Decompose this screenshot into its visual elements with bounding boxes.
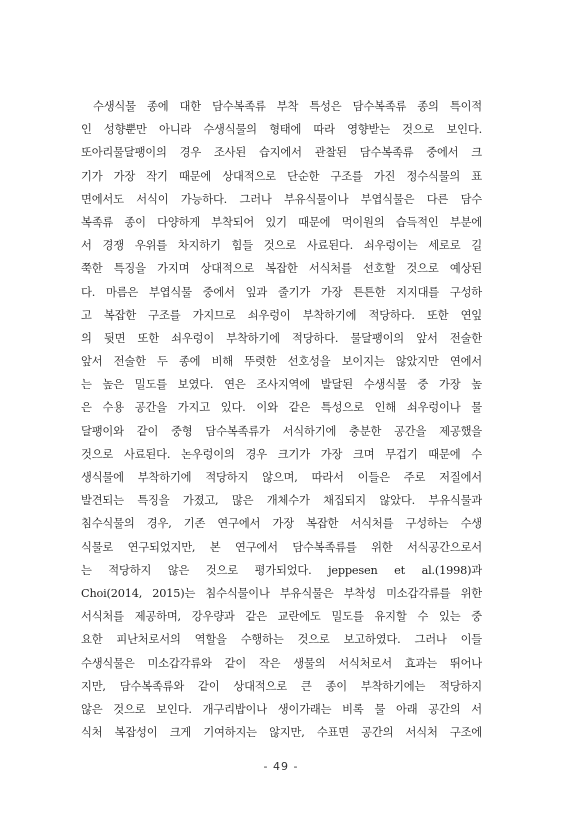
paragraph-line: 식물로 연구되었지만, 본 연구에서 담수복족류를 위한 서식공간으로서 [81, 540, 482, 554]
paragraph-line: 서 경쟁 우위를 차지하기 힘들 것으로 사료된다. 쇠우렁이는 세로로 길 [81, 239, 482, 253]
paragraph-line: 지만, 담수복족류와 같이 상대적으로 큰 종이 부착하기에는 적당하지 [81, 679, 482, 693]
paragraph-line: 생식물에 부착하기에 적당하지 않으며, 따라서 이들은 주로 저질에서 [81, 471, 482, 484]
paragraph-line: 또아리물달팽이의 경우 조사된 습지에서 관찰된 담수복족류 중에서 크 [81, 146, 482, 160]
paragraph-line: 은 수용 공간을 가지고 있다. 이와 같은 특성으로 인해 쇠우렁이나 물 [81, 401, 482, 415]
paragraph-line: 달팽이와 같이 중형 담수복족류가 서식하기에 충분한 공간을 제공했을 [81, 424, 482, 438]
paragraph-line: 쭉한 특징을 가지며 상대적으로 복잡한 서식처를 선호할 것으로 예상된 [81, 262, 482, 276]
paragraph-line: 것으로 사료된다. 논우렁이의 경우 크기가 가장 크며 무겁기 때문에 수 [81, 447, 482, 461]
paragraph-line: 수생식물 종에 대한 담수복족류 부착 특성은 담수복족류 종의 특이적 [93, 100, 482, 113]
paragraph-line: 면에서도 서식이 가능하다. 그러나 부유식물이나 부엽식물은 다른 담수 [81, 192, 482, 206]
paragraph-line: 의 뒷면 또한 쇠우렁이 부착하기에 적당하다. 물달팽이의 앞서 전술한 [81, 331, 482, 345]
paragraph-line: 복족류 종이 다양하게 부착되어 있기 때문에 먹이원의 습득적인 부분에 [81, 215, 482, 229]
body-paragraph [81, 95, 482, 744]
paragraph-line: 서식처를 제공하며, 강우량과 같은 교란에도 밀도를 유지할 수 있는 중 [81, 610, 482, 624]
paragraph-line: 요한 피난처로서의 역할을 수행하는 것으로 보고하였다. 그러나 이들 [81, 633, 482, 647]
paragraph-line: 식처 복잡성이 크게 기여하지는 않지만, 수표면 공간의 서식처 구조에 [81, 726, 482, 740]
paragraph-line: 않은 것으로 보인다. 개구리밥이나 생이가래는 비록 물 아래 공간의 서 [81, 702, 482, 716]
paragraph-line: Choi(2014, 2015)는 침수식물이나 부유식물은 부착성 미소갑각류를 위한 [81, 586, 482, 600]
paragraph-line: 인 성향뿐만 아니라 수생식물의 형태에 따라 영향받는 것으로 보인다. [81, 123, 482, 137]
page-number: - 49 - [263, 760, 299, 773]
paragraph-line: 기가 가장 작기 때문에 상대적으로 단순한 구조를 가진 정수식물의 표 [81, 169, 482, 183]
paragraph-line: 발견되는 특징을 가졌고, 많은 개체수가 채집되지 않았다. 부유식물과 [81, 494, 482, 508]
paragraph-line: 침수식물의 경우, 기존 연구에서 가장 복잡한 서식처를 구성하는 수생 [81, 517, 482, 531]
paragraph-line: 는 높은 밀도를 보였다. 연은 조사지역에 발달된 수생식물 중 가장 높 [81, 378, 482, 392]
paragraph-line: 수생식물은 미소갑각류와 같이 작은 생물의 서식처로서 효과는 뛰어나 [81, 656, 482, 670]
paragraph-line: 다. 마름은 부엽식물 중에서 잎과 줄기가 가장 튼튼한 지지대를 구성하 [81, 285, 482, 299]
paragraph-line: 고 복잡한 구조를 가지므로 쇠우렁이 부착하기에 적당하다. 또한 연잎 [81, 308, 482, 322]
paragraph-line: 는 적당하지 않은 것으로 평가되었다. jeppesen et al.(1998)과 [81, 563, 482, 577]
paragraph-line: 앞서 전술한 두 종에 비해 뚜렷한 선호성을 보이지는 않았지만 연에서 [81, 355, 482, 369]
